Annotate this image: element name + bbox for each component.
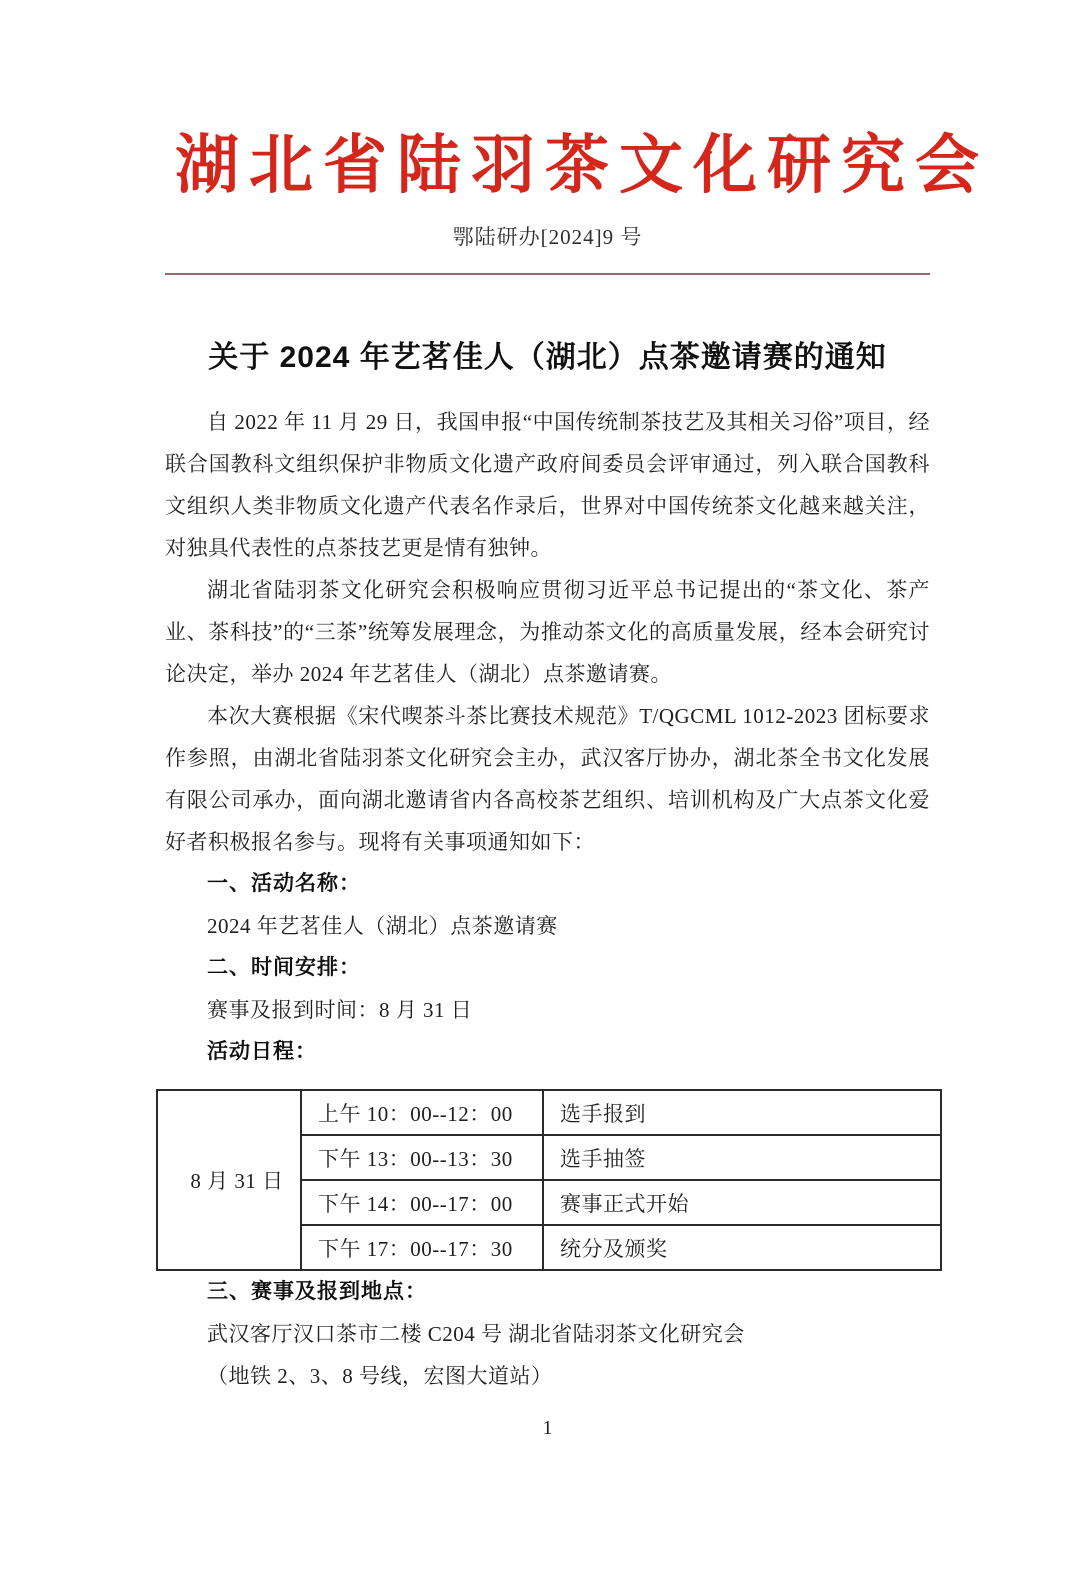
schedule-time-cell: 下午 14：00--17：00 — [301, 1180, 543, 1225]
schedule-date-cell: 8 月 31 日 — [157, 1090, 301, 1270]
section-3-metro: （地铁 2、3、8 号线，宏图大道站） — [207, 1364, 553, 1388]
notice-title: 关于 2024 年艺茗佳人（湖北）点茶邀请赛的通知 — [208, 341, 887, 374]
schedule-event-cell: 选手报到 — [543, 1090, 941, 1135]
table-row — [157, 1090, 941, 1135]
doc-number: 鄂陆研办[2024]9 号 — [452, 225, 643, 249]
section-2-body: 赛事及报到时间：8 月 31 日 — [207, 998, 473, 1022]
page-number: 1 — [542, 1417, 553, 1439]
notice-body — [165, 401, 930, 1397]
paragraph-1: 自 2022 年 11 月 29 日，我国申报“中国传统制茶技艺及其相关习俗”项目，经联合国教科文组织保护非物质文化遗产政府间委员会评审通过，列入联合国教科文组织人类非物质文化遗产代表名作录后，世界对中国传统茶文化越来越关注，对独具代表性的点茶技艺更是情有独钟。 — [165, 410, 930, 560]
schedule-label: 活动日程： — [207, 1040, 317, 1063]
schedule-event-cell: 赛事正式开始 — [543, 1180, 941, 1225]
section-1-heading: 一、活动名称： — [207, 872, 361, 895]
paragraph-2: 湖北省陆羽茶文化研究会积极响应贯彻习近平总书记提出的“茶文化、茶产业、茶科技”的“三茶”统筹发展理念，为推动茶文化的高质量发展，经本会研究讨论决定，举办 2024 年艺茗佳人（湖北）点茶邀请赛。 — [165, 578, 930, 686]
section-2-heading: 二、时间安排： — [207, 956, 361, 979]
schedule-time-cell: 下午 13：00--13：30 — [301, 1135, 543, 1180]
red-divider-rule — [165, 273, 930, 275]
schedule-table — [156, 1089, 942, 1271]
schedule-event-cell: 统分及颁奖 — [543, 1225, 941, 1270]
schedule-time-cell: 下午 17：00--17：30 — [301, 1225, 543, 1270]
section-3-heading: 三、赛事及报到地点： — [207, 1280, 427, 1303]
document-page — [0, 126, 1080, 1585]
schedule-time-cell: 上午 10：00--12：00 — [301, 1090, 543, 1135]
org-title: 湖北省陆羽茶文化研究会 — [175, 130, 989, 201]
schedule-event-cell: 选手抽签 — [543, 1135, 941, 1180]
section-1-body: 2024 年艺茗佳人（湖北）点茶邀请赛 — [207, 914, 558, 938]
section-3-address: 武汉客厅汉口茶市二楼 C204 号 湖北省陆羽茶文化研究会 — [207, 1322, 745, 1346]
paragraph-3: 本次大赛根据《宋代喫茶斗茶比赛技术规范》T/QGCML 1012-2023 团标要求作参照，由湖北省陆羽茶文化研究会主办，武汉客厅协办，湖北茶全书文化发展有限公司承办，面向湖北邀请省内各高校茶艺组织、培训机构及广大点茶文化爱好者积极报名参与。现将有关事项通知如下： — [165, 704, 930, 854]
